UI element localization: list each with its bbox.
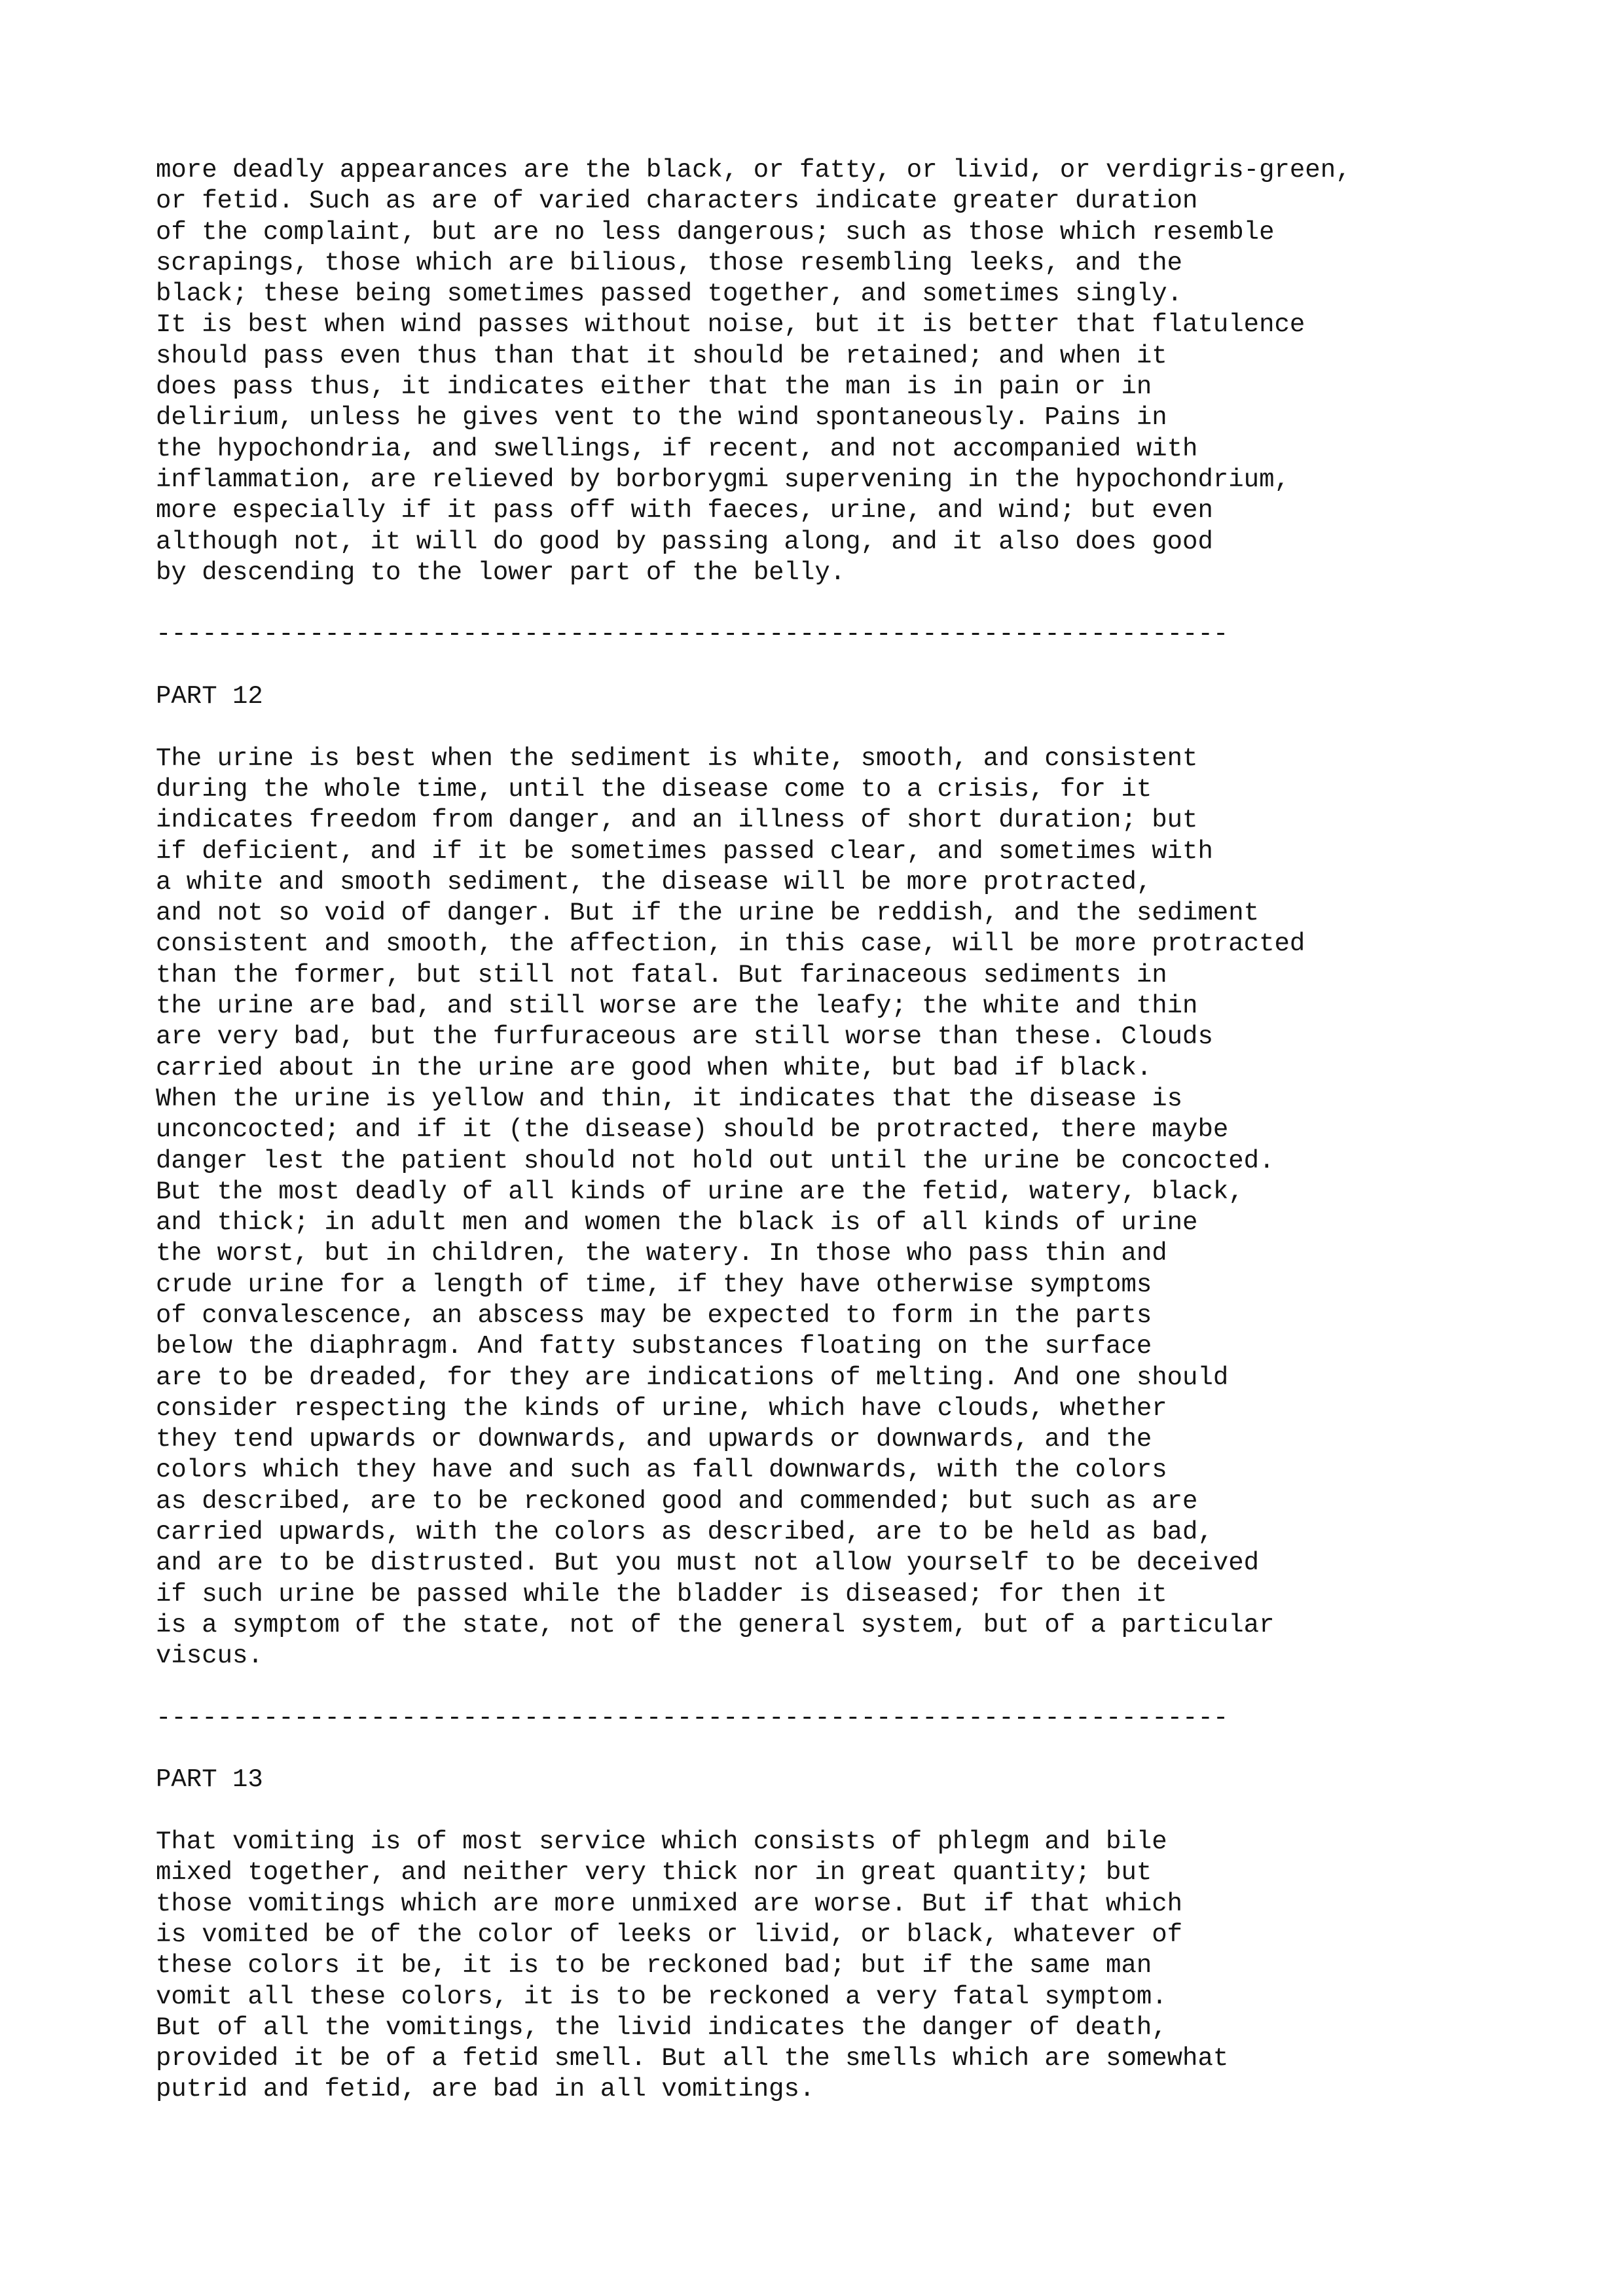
text-line: these colors it be, it is to be reckoned bad; but if the same man bbox=[156, 1951, 1152, 1981]
text-line: is vomited be of the color of leeks or livid, or black, whatever of bbox=[156, 1920, 1183, 1949]
text-line: The urine is best when the sediment is white, smooth, and consistent bbox=[156, 744, 1198, 773]
text-line: delirium, unless he gives vent to the wind spontaneously. Pains in bbox=[156, 403, 1167, 433]
text-line: a white and smooth sediment, the disease will be more protracted, bbox=[156, 867, 1152, 897]
continuation-paragraph bbox=[156, 155, 1531, 588]
text-line: viscus. bbox=[156, 1641, 263, 1671]
text-line: provided it be of a fetid smell. But all the smells which are somewhat bbox=[156, 2044, 1229, 2073]
text-line: more deadly appearances are the black, or fatty, or livid, or verdigris-green, bbox=[156, 156, 1351, 185]
text-line: as described, are to be reckoned good and commended; but such as are bbox=[156, 1486, 1198, 1516]
section-separator: ---------------------------------------------------------------------- bbox=[156, 1703, 1229, 1732]
text-line: inflammation, are relieved by borborygmi supervening in the hypochondrium, bbox=[156, 465, 1290, 494]
text-line: are very bad, but the furfuraceous are still worse than these. Clouds bbox=[156, 1022, 1213, 1052]
text-line: they tend upwards or downwards, and upwards or downwards, and the bbox=[156, 1425, 1152, 1454]
text-line: those vomitings which are more unmixed are worse. But if that which bbox=[156, 1889, 1183, 1918]
text-line: than the former, but still not fatal. But farinaceous sediments in bbox=[156, 960, 1167, 990]
text-line: scrapings, those which are bilious, those resembling leeks, and the bbox=[156, 248, 1183, 278]
text-line: during the whole time, until the disease come to a crisis, for it bbox=[156, 774, 1152, 804]
text-line: When the urine is yellow and thin, it indicates that the disease is bbox=[156, 1084, 1183, 1113]
part-12-paragraph bbox=[156, 744, 1531, 1672]
text-line: by descending to the lower part of the belly. bbox=[156, 558, 846, 587]
text-line: But of all the vomitings, the livid indicates the danger of death, bbox=[156, 2013, 1167, 2042]
text-line: indicates freedom from danger, and an illness of short duration; but bbox=[156, 806, 1198, 835]
text-line: and thick; in adult men and women the black is of all kinds of urine bbox=[156, 1208, 1198, 1238]
text-line: and not so void of danger. But if the urine be reddish, and the sediment bbox=[156, 899, 1260, 928]
text-line: consider respecting the kinds of urine, which have clouds, whether bbox=[156, 1393, 1167, 1423]
text-line: black; these being sometimes passed together, and sometimes singly. bbox=[156, 279, 1183, 309]
text-line: carried upwards, with the colors as described, are to be held as bad, bbox=[156, 1518, 1213, 1547]
text-line: But the most deadly of all kinds of urine are the fetid, watery, black, bbox=[156, 1177, 1244, 1206]
part-13-heading: PART 13 bbox=[156, 1765, 263, 1795]
text-line: the hypochondria, and swellings, if recent, and not accompanied with bbox=[156, 434, 1198, 463]
text-line: if deficient, and if it be sometimes passed clear, and sometimes with bbox=[156, 836, 1213, 866]
text-line: colors which they have and such as fall downwards, with the colors bbox=[156, 1456, 1167, 1485]
text-line: of the complaint, but are no less dangerous; such as those which resemble bbox=[156, 217, 1275, 247]
text-line: mixed together, and neither very thick nor in great quantity; but bbox=[156, 1858, 1152, 1888]
part-13-paragraph bbox=[156, 1827, 1531, 2106]
text-line: should pass even thus than that it should be retained; and when it bbox=[156, 341, 1167, 370]
text-line: does pass thus, it indicates either that the man is in pain or in bbox=[156, 372, 1152, 402]
text-line: are to be dreaded, for they are indications of melting. And one should bbox=[156, 1363, 1229, 1392]
text-line: carried about in the urine are good when white, but bad if black. bbox=[156, 1053, 1152, 1083]
text-line: more especially if it pass off with faeces, urine, and wind; but even bbox=[156, 496, 1213, 526]
text-line: crude urine for a length of time, if they have otherwise symptoms bbox=[156, 1270, 1152, 1299]
text-line: below the diaphragm. And fatty substances floating on the surface bbox=[156, 1332, 1152, 1361]
text-line: putrid and fetid, are bad in all vomitings. bbox=[156, 2075, 815, 2104]
text-line: consistent and smooth, the affection, in this case, will be more protracted bbox=[156, 929, 1305, 959]
document-page bbox=[156, 155, 1531, 2106]
text-line: and are to be distrusted. But you must not allow yourself to be deceived bbox=[156, 1549, 1260, 1578]
part-12-heading: PART 12 bbox=[156, 682, 263, 711]
text-line: if such urine be passed while the bladder is diseased; for then it bbox=[156, 1579, 1167, 1609]
text-line: the worst, but in children, the watery. In those who pass thin and bbox=[156, 1239, 1167, 1268]
text-line: the urine are bad, and still worse are the leafy; the white and thin bbox=[156, 992, 1198, 1021]
section-separator: ---------------------------------------------------------------------- bbox=[156, 620, 1229, 649]
text-line: unconcocted; and if it (the disease) should be protracted, there maybe bbox=[156, 1115, 1229, 1145]
text-line: That vomiting is of most service which consists of phlegm and bile bbox=[156, 1827, 1167, 1857]
text-line: vomit all these colors, it is to be reckoned a very fatal symptom. bbox=[156, 1982, 1167, 2011]
text-line: is a symptom of the state, not of the general system, but of a particular bbox=[156, 1610, 1275, 1640]
text-line: or fetid. Such as are of varied characters indicate greater duration bbox=[156, 187, 1198, 216]
text-line: danger lest the patient should not hold out until the urine be concocted. bbox=[156, 1146, 1275, 1175]
text-line: of convalescence, an abscess may be expected to form in the parts bbox=[156, 1300, 1152, 1330]
text-line: although not, it will do good by passing along, and it also does good bbox=[156, 527, 1213, 556]
text-line: It is best when wind passes without noise, but it is better that flatulence bbox=[156, 310, 1305, 340]
